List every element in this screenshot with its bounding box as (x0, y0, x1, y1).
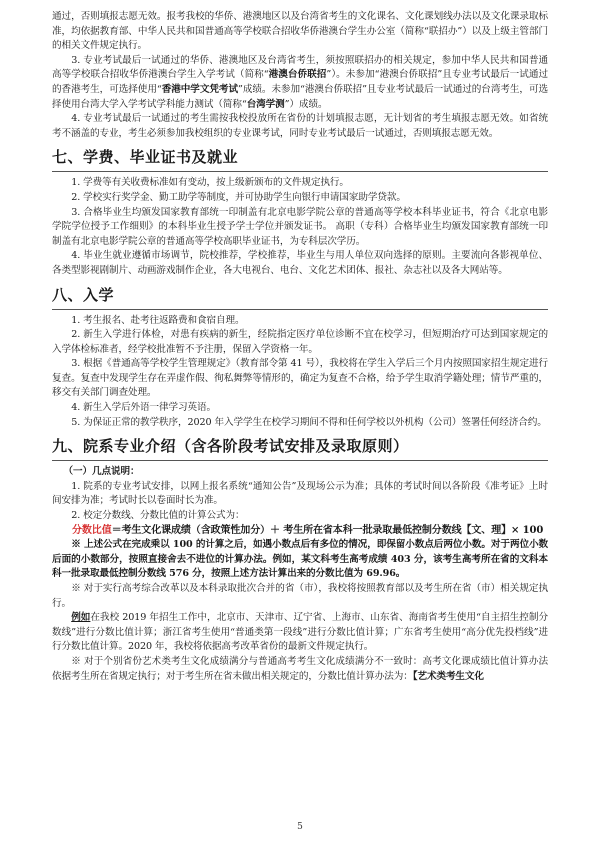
enrollment-item-5: 5. 为保证正常的教学秩序，2020 年入学学生在校学习期间不得和任何学校以外机构（公司）签署任何经济合约。 (71, 416, 547, 428)
section-heading-enrollment: 八、入学 (52, 285, 115, 304)
paragraph-plan-province: 4. 专业考试最后一试通过的考生需按我校投放所在省份的计划填报志愿，无计划省的考生填报志愿无效。如省统考不涵盖的专业，考生必须参加我校组织的专业课考试，同时专业考试最后一试通过，否则填报志愿无效。 (52, 113, 548, 139)
enrollment-item-4: 4. 新生入学后外语一律学习英语。 (71, 402, 217, 414)
section-divider (52, 309, 548, 310)
enrollment-item-1: 1. 考生报名、赴考往返路费和食宿自理。 (71, 314, 245, 326)
section-heading-departments: 九、院系专业介绍（含各阶段考试安排及录取原则） (52, 437, 409, 456)
score-ratio-formula: 分数比值＝考生文化课成绩（含政策性加分）＋ 考生所在省本科一批录取最低控制分数线【文、理】× 100 (72, 524, 544, 536)
example-paragraph: 例如在我校 2019 年招生工作中，北京市、天津市、辽宁省、上海市、山东省、海南省考生使用“自主招生控制分数线”进行分数比值计算；浙江省考生使用“普通类第一段线”进行分数比值计算；广东省考生使用“高分优先投档线”进行分数比值计算。2020 年，我校将依据高考改革省份的最新文件规定执行。 (52, 612, 548, 653)
section-divider (52, 171, 548, 172)
section-divider (52, 460, 548, 461)
enrollment-item-2: 2. 新生入学进行体检，对患有疾病的新生，经院指定医疗单位诊断不宜在校学习，但短期治疗可达到国家规定的入学体检标准者，经学校批准暂不予注册，保留入学资格一年。 (52, 329, 548, 355)
note-rounding: ※ 上述公式在完成乘以 100 的计算之后，如遇小数点后有多位的情况，即保留小数点后两位小数。对于两位小数后面的小数部分，按照直接舍去不进位的计算办法。例如，某文科考生高考成绩 403 分，该考生高考所在省的文科本科一批录取最低控制分数线 576 分，按照上述方法计算出来的分数比值为 69.96。 (52, 539, 548, 580)
page-number: 5 (297, 822, 303, 832)
note-reform-provinces: ※ 对于实行高考综合改革以及本科录取批次合并的省（市），我校将按照教育部以及考生所在省（市）相关规定执行。 (52, 583, 548, 609)
notes-item-2: 2. 校定分数线、分数比值的计算公式为： (71, 510, 245, 522)
enrollment-item-3: 3. 根据《普通高等学校学生管理规定》（教育部令第 41 号），我校将在学生入学后三个月内按照国家招生规定进行复查。复查中发现学生存在弄虚作假、徇私舞弊等情形的，确定为复查不合格，给予学生取消学籍处理；情节严重的，移交有关部门调查处理。 (52, 358, 548, 399)
tuition-item-4: 4. 毕业生就业遵循市场调节，院校推荐，学校推荐，毕业生与用人单位双向选择的原则。主要流向各影视单位、各类型影视剧制片、动画游戏制作企业，各大电视台、电台、文化艺术团体、报社、杂志社以及各大网站等。 (52, 250, 548, 276)
formula-label: 分数比值 (72, 524, 112, 536)
subsection-heading-notes: （一）几点说明： (63, 466, 140, 478)
example-label: 例如 (71, 612, 91, 624)
notes-item-1: 1. 院系的专业考试安排，以网上报名系统“通知公告”及现场公示为准；具体的考试时间以各阶段《准考证》上时间安排为准；考试时长以卷面时长为准。 (52, 480, 548, 507)
note-art-score: ※ 对于个别省份艺术类考生文化成绩满分与普通高考考生文化成绩满分不一致时：高考文化课成绩比值计算办法依据考生所在省规定执行；对于考生所在省未做出相关规定的，分数比值计算办法为：【艺术类考生文化 (52, 655, 548, 682)
paragraph-admission-rules: 通过，否则填报志愿无效。报考我校的华侨、港澳地区以及台湾省考生的文化课名、文化课划线办法以及文化课录取标准，均依据教育部、中华人民共和国普通高等学校联合招收华侨港澳台学生办公室（简称“联招办”）以及上级主管部门的相关文件规定执行。 (52, 11, 548, 52)
tuition-item-2: 2. 学校实行奖学金、勤工助学等制度，并可协助学生向银行申请国家助学贷款。 (71, 191, 406, 203)
section-heading-tuition: 七、学费、毕业证书及就业 (52, 148, 239, 167)
tuition-item-1: 1. 学费等有关收费标准如有变动，按上级新颁布的文件规定执行。 (71, 177, 349, 189)
paragraph-hmt-exam: 3. 专业考试最后一试通过的华侨、港澳地区及台湾省考生，须按照联招办的相关规定，参加中华人民共和国普通高等学校联合招收华侨港澳台学生入学考试（简称“港澳台侨联招”）。未参加“港澳台侨联招”且专业考试最后一试通过的香港考生，可选择使用“香港中学文凭考试”成绩。未参加“港澳台侨联招”且专业考试最后一试通过的台湾考生，可选择使用台湾大学入学考试学科能力测试（简称“台湾学测”）成绩。 (52, 54, 548, 110)
tuition-item-3: 3. 合格毕业生均颁发国家教育部统一印制盖有北京电影学院公章的普通高等学校本科毕业证书，符合《北京电影学院学位授予工作细则》的本科毕业生授予学士学位并颁发证书。 高职（专科）合格毕业生均颁发国家教育部统一印制盖有北京电影学院公章的普通高等学校高职毕业证书，为专科层次学历。 (52, 206, 548, 247)
